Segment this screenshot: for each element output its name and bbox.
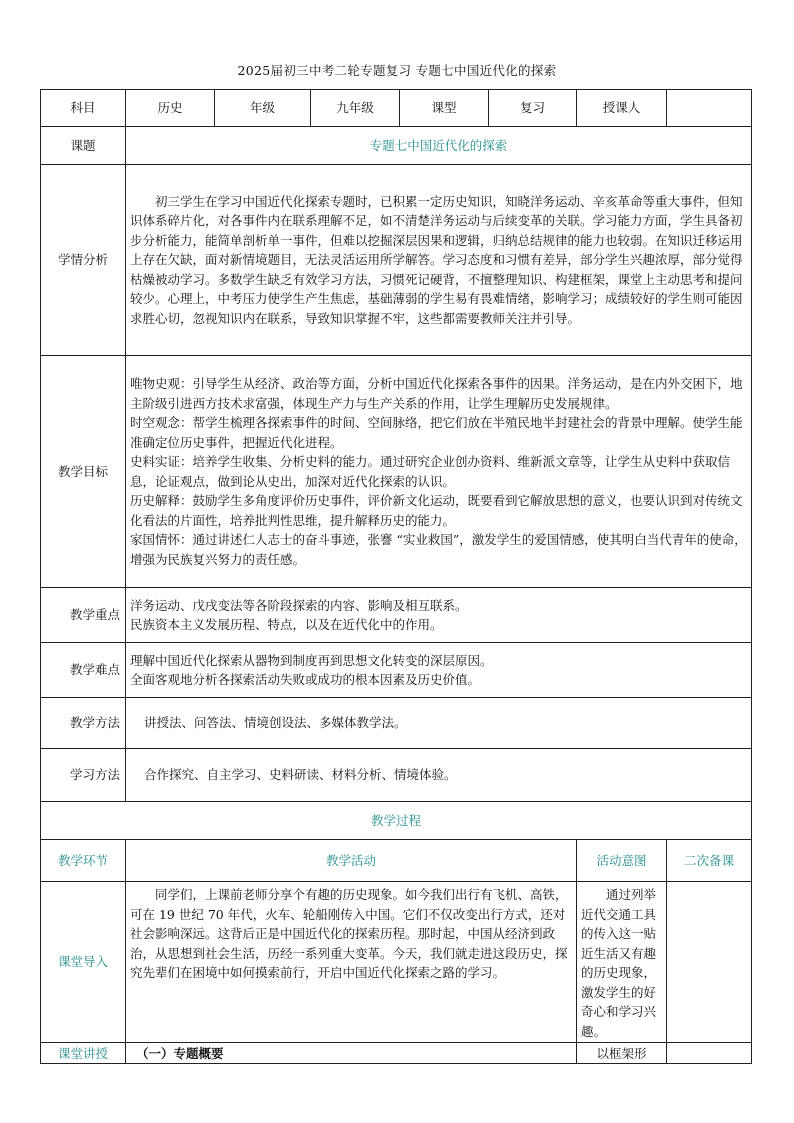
goal-item: 时空观念：帮学生梳理各探索事件的时间、空间脉络，把它们放在半殖民地半封建社会的背景中理解。使学生能准确定位历史事件，把握近代化进程。 <box>130 415 743 450</box>
key-points-label: 教学重点 <box>41 588 126 643</box>
topic-value: 专题七中国近代化的探索 <box>126 127 752 165</box>
goal-item: 史料实证：培养学生收集、分析史料的能力。通过研究企业创办资料、维新派文章等，让学生从史料中获取信息，论证观点，做到论从史出，加深对近代化探索的认识。 <box>130 454 731 489</box>
header-row <box>41 90 752 127</box>
lesson-type-value: 复习 <box>489 90 577 127</box>
activity-text: 同学们，上课前老师分享个有趣的历史现象。如今我们出行有飞机、高铁，可在 19 世纪 70 年代，火车、轮船刚传入中国。它们不仅改变出行方式，还对社会影响深远。这背后正是中国近代化的探索历程。那时起，中国从经济到政治，从思想到社会生活，历经一系列重大变革。今天，我们就走进这段历史，探究先辈们在困境中如何摸索前行，开启中国近代化探索之路的学习。 <box>130 887 568 980</box>
key-points-cell <box>126 588 752 643</box>
goal-item: 家国情怀：通过讲述仁人志士的奋斗事迹，张謇 “实业救国”，激发学生的爱国情感，使其明白当代青年的使命，增强为民族复兴努力的责任感。 <box>130 532 747 567</box>
goal-item: 历史解释：鼓励学生多角度评价历史事件，评价新文化运动，既要看到它解放思想的意义，也要认识到对传统文化看法的片面性，培养批判性思维，提升解释历史的能力。 <box>130 493 743 528</box>
grade-value: 九年级 <box>311 90 400 127</box>
learning-analysis-text: 初三学生在学习中国近代化探索专题时，已积累一定历史知识，知晓洋务运动、辛亥革命等重大事件，但知识体系碎片化，对各事件内在联系理解不足，如不清楚洋务运动与后续变革的关联。学习能力方面，学生具备初步分析能力，能简单剖析单一事件，但难以挖掘深层因果和逻辑，归纳总结规律的能力也较弱。在知识迁移运用上存在欠缺，面对新情境题目，无法灵活运用所学解答。学习态度和习惯有差异，部分学生兴趣浓厚，部分觉得枯燥被动学习。多数学生缺乏有效学习方法，习惯死记硬背，不擅整理知识、构建框架，课堂上主动思考和提问较少。心理上，中考压力使学生产生焦虑，基础薄弱的学生易有畏难情绪，影响学习；成绩较好的学生则可能因求胜心切，忽视知识内在联系，导致知识掌握不牢，这些都需要教师关注并引导。 <box>130 193 743 326</box>
notes-cell <box>667 1043 752 1064</box>
intent-text: 通过列举近代交通工具的传入这一贴近生活又有趣的历史现象，激发学生的好奇心和学习兴趣。 <box>581 887 657 1039</box>
teaching-methods-row <box>41 698 752 749</box>
intent-cell <box>577 882 667 1043</box>
teaching-methods-label: 教学方法 <box>41 698 126 749</box>
teacher-label: 授课人 <box>577 90 667 127</box>
learning-methods-value: 合作探究、自主学习、史料研读、材料分析、情境体验。 <box>126 749 752 802</box>
learning-methods-label: 学习方法 <box>41 749 126 802</box>
teaching-goals-cell <box>126 356 752 588</box>
activity-cell: （一）专题概要 <box>126 1043 577 1064</box>
learning-analysis-label: 学情分析 <box>41 165 126 356</box>
lesson-plan-table <box>40 89 752 1064</box>
topic-row <box>41 127 752 165</box>
learning-methods-row <box>41 749 752 802</box>
difficulty-item: 全面客观地分析各探索活动失败或成功的根本因素及历史价值。 <box>130 672 481 687</box>
difficulties-row <box>41 643 752 698</box>
process-row <box>41 1043 752 1064</box>
intent-column-header: 活动意图 <box>577 840 667 882</box>
teaching-goals-row <box>41 356 752 588</box>
document-title: 2025届初三中考二轮专题复习 专题七中国近代化的探索 <box>237 63 557 78</box>
notes-cell <box>667 882 752 1043</box>
key-points-row <box>41 588 752 643</box>
stage-cell: 课堂导入 <box>41 882 126 1043</box>
stage-column-header: 教学环节 <box>41 840 126 882</box>
activity-column-header: 教学活动 <box>126 840 577 882</box>
process-title: 教学过程 <box>41 802 752 840</box>
teaching-goals-label: 教学目标 <box>41 356 126 588</box>
teacher-value <box>667 90 752 127</box>
key-point-item: 洋务运动、戊戌变法等各阶段探索的内容、影响及相互联系。 <box>130 597 468 613</box>
activity-cell <box>126 882 577 1043</box>
grade-label: 年级 <box>215 90 311 127</box>
learning-analysis-cell <box>126 165 752 356</box>
difficulties-label: 教学难点 <box>41 643 126 698</box>
teaching-methods-value: 讲授法、问答法、情境创设法、多媒体教学法。 <box>126 698 752 749</box>
notes-column-header: 二次备课 <box>667 840 752 882</box>
lesson-type-label: 课型 <box>400 90 489 127</box>
process-title-row <box>41 802 752 840</box>
difficulties-cell <box>126 643 752 698</box>
learning-analysis-row <box>41 165 752 356</box>
difficulty-item: 理解中国近代化探索从器物到制度再到思想文化转变的深层原因。 <box>130 652 493 668</box>
goal-item: 唯物史观：引导学生从经济、政治等方面，分析中国近代化探索各事件的因果。洋务运动，是在内外交困下，地主阶级引进西方技术求富强，体现生产力与生产关系的作用，让学生理解历史发展规律。 <box>130 376 743 411</box>
subject-label: 科目 <box>41 90 126 127</box>
subject-value: 历史 <box>126 90 215 127</box>
process-header-row <box>41 840 752 882</box>
topic-label: 课题 <box>41 127 126 165</box>
process-row <box>41 882 752 1043</box>
intent-cell: 以框架形 <box>577 1043 667 1064</box>
key-point-item: 民族资本主义发展历程、特点，以及在近代化中的作用。 <box>130 617 443 632</box>
stage-cell: 课堂讲授 <box>41 1043 126 1064</box>
